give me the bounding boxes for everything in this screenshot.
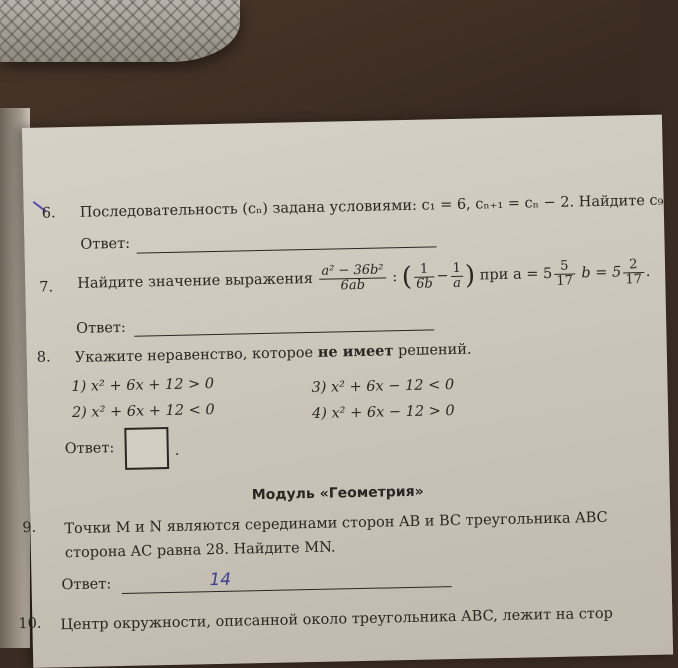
left-paren: ( [401,261,413,293]
task7-lead: Найдите значение выражения [77,270,314,292]
module-title: Модуль «Геометрия» [251,483,424,504]
task8-answer-box[interactable] [124,427,169,470]
task8-answer-dot: . [174,442,180,459]
b-fraction [623,258,644,287]
task7-dot: . [645,263,651,280]
main-fraction-num: a² − 36b² [319,263,385,279]
task7-answer-line[interactable] [134,329,434,336]
workbook-page [18,115,673,668]
task8-text-a: Укажите неравенство, которое [74,344,318,366]
task6-number: 6. [41,205,56,222]
task6-text: Последовательность (cₙ) задана условиями: c₁ = 6, cₙ₊₁ = cₙ − 2. Найдите c₉. [79,192,669,221]
main-fraction-den: 6ab [340,277,366,293]
task10-line1: Центр окружности, описанной около треугольника ABC, лежит на стор [60,605,614,634]
task8-number: 8. [36,349,51,366]
fraction-1 [414,262,435,291]
fraction-1-num: 1 [414,262,435,277]
task9-line2: сторона AC равна 28. Найдите MN. [64,539,336,562]
task9-answer-label: Ответ: [61,576,112,594]
fabric-bag [0,0,240,62]
fraction-1-den: 6b [415,275,433,292]
a-fraction [554,259,575,288]
colon: : [392,269,398,286]
task7-expression [77,257,651,299]
task9-line1: Точки M и N являются серединами сторон AB и BC треугольника ABC [64,509,608,538]
main-fraction [319,263,386,293]
task7-at: при a = 5 [479,265,553,284]
a-fraction-den: 17 [556,272,574,289]
right-paren: ) [464,260,476,291]
option-2[interactable]: 2) x² + 6x + 12 < 0 [71,402,215,422]
fraction-2-den: a [452,275,462,291]
fraction-2 [450,262,463,291]
task6-answer-label: Ответ: [80,235,131,253]
task10-number: 10. [18,615,42,633]
fraction-2-num: 1 [450,262,463,277]
handwritten-answer: 14 [209,569,232,591]
task8-text-b: решений. [393,341,472,360]
task8-question [75,341,472,366]
option-1[interactable]: 1) x² + 6x + 12 > 0 [71,376,215,396]
task7-number: 7. [39,279,54,296]
task6-answer-line[interactable] [137,246,437,253]
option-4[interactable]: 4) x² + 6x − 12 > 0 [311,403,455,422]
b-fraction-num: 2 [623,258,644,273]
task8-text-bold: не имеет [317,342,394,361]
task9-number: 9. [22,519,37,537]
task7-answer-label: Ответ: [76,319,126,337]
minus-sign: − [436,268,449,285]
task8-answer-label: Ответ: [64,440,115,458]
task9-answer-line[interactable] [122,586,452,594]
a-fraction-num: 5 [554,259,575,274]
option-3[interactable]: 3) x² + 6x − 12 < 0 [311,377,455,396]
b-fraction-den: 17 [625,271,643,287]
task7-b-eq: b = 5 [581,264,622,282]
